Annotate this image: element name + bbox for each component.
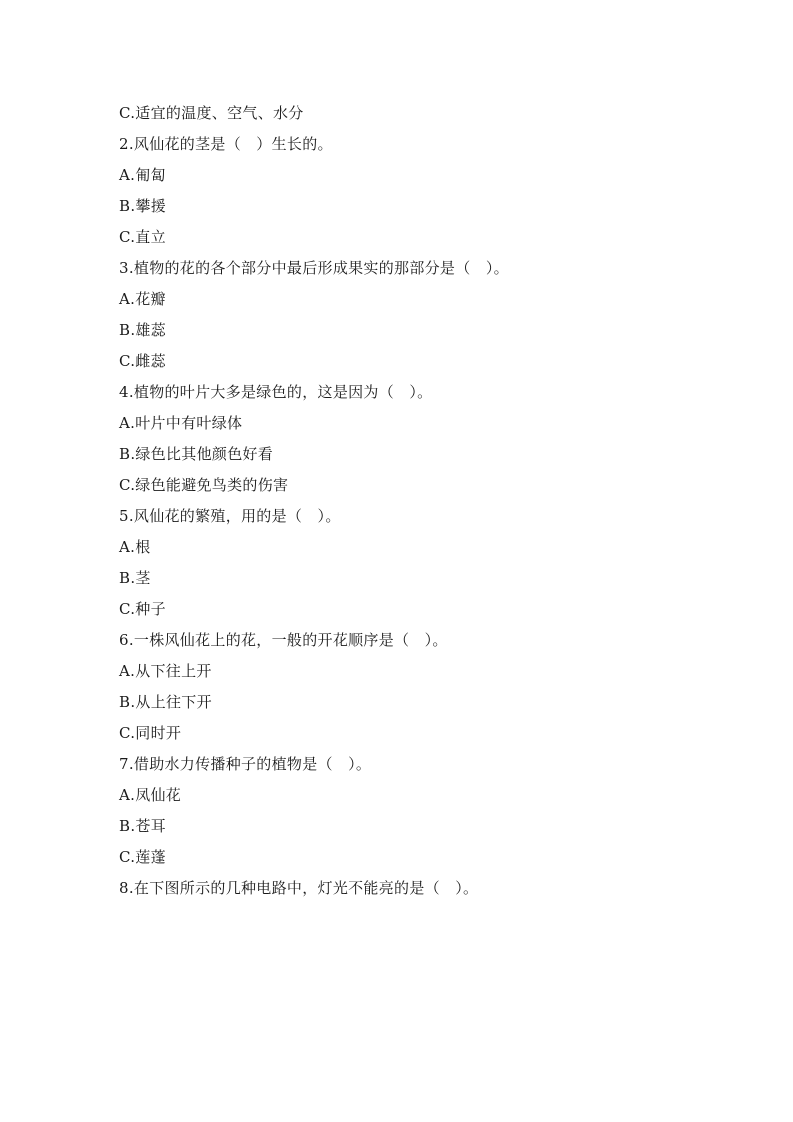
document-page [119, 98, 719, 904]
q6-question: 6.一株风仙花上的花，一般的开花顺序是（ ）。 [119, 631, 448, 649]
q3-option-c: C.雌蕊 [119, 352, 166, 370]
q2-option-c: C.直立 [119, 228, 166, 246]
q6-option-c: C.同时开 [119, 724, 182, 742]
q5-question: 5.风仙花的繁殖，用的是（ ）。 [119, 507, 341, 525]
q6-option-b: B.从上往下开 [119, 693, 212, 711]
q4-option-b: B.绿色比其他颜色好看 [119, 445, 274, 463]
q7-option-c: C.莲蓬 [119, 848, 166, 866]
q3-option-b: B.雄蕊 [119, 321, 166, 339]
q2-option-a: A.匍匐 [119, 166, 166, 184]
q5-option-b: B.茎 [119, 569, 151, 587]
q3-option-a: A.花瓣 [119, 290, 166, 308]
q6-option-a: A.从下往上开 [119, 662, 212, 680]
q2-question: 2.风仙花的茎是（ ）生长的。 [119, 135, 333, 153]
q7-question: 7.借助水力传播种子的植物是（ ）。 [119, 755, 372, 773]
q3-question: 3.植物的花的各个部分中最后形成果实的那部分是（ ）。 [119, 259, 509, 277]
q2-option-b: B.攀援 [119, 197, 166, 215]
q1-option-c: C.适宜的温度、空气、水分 [119, 104, 304, 122]
q5-option-c: C.种子 [119, 600, 166, 618]
q7-option-b: B.苍耳 [119, 817, 166, 835]
q5-option-a: A.根 [119, 538, 151, 556]
q4-option-a: A.叶片中有叶绿体 [119, 414, 243, 432]
q4-question: 4.植物的叶片大多是绿色的，这是因为（ ）。 [119, 383, 433, 401]
q4-option-c: C.绿色能避免鸟类的伤害 [119, 476, 289, 494]
q7-option-a: A.凤仙花 [119, 786, 182, 804]
q8-question: 8.在下图所示的几种电路中，灯光不能亮的是（ ）。 [119, 879, 479, 897]
